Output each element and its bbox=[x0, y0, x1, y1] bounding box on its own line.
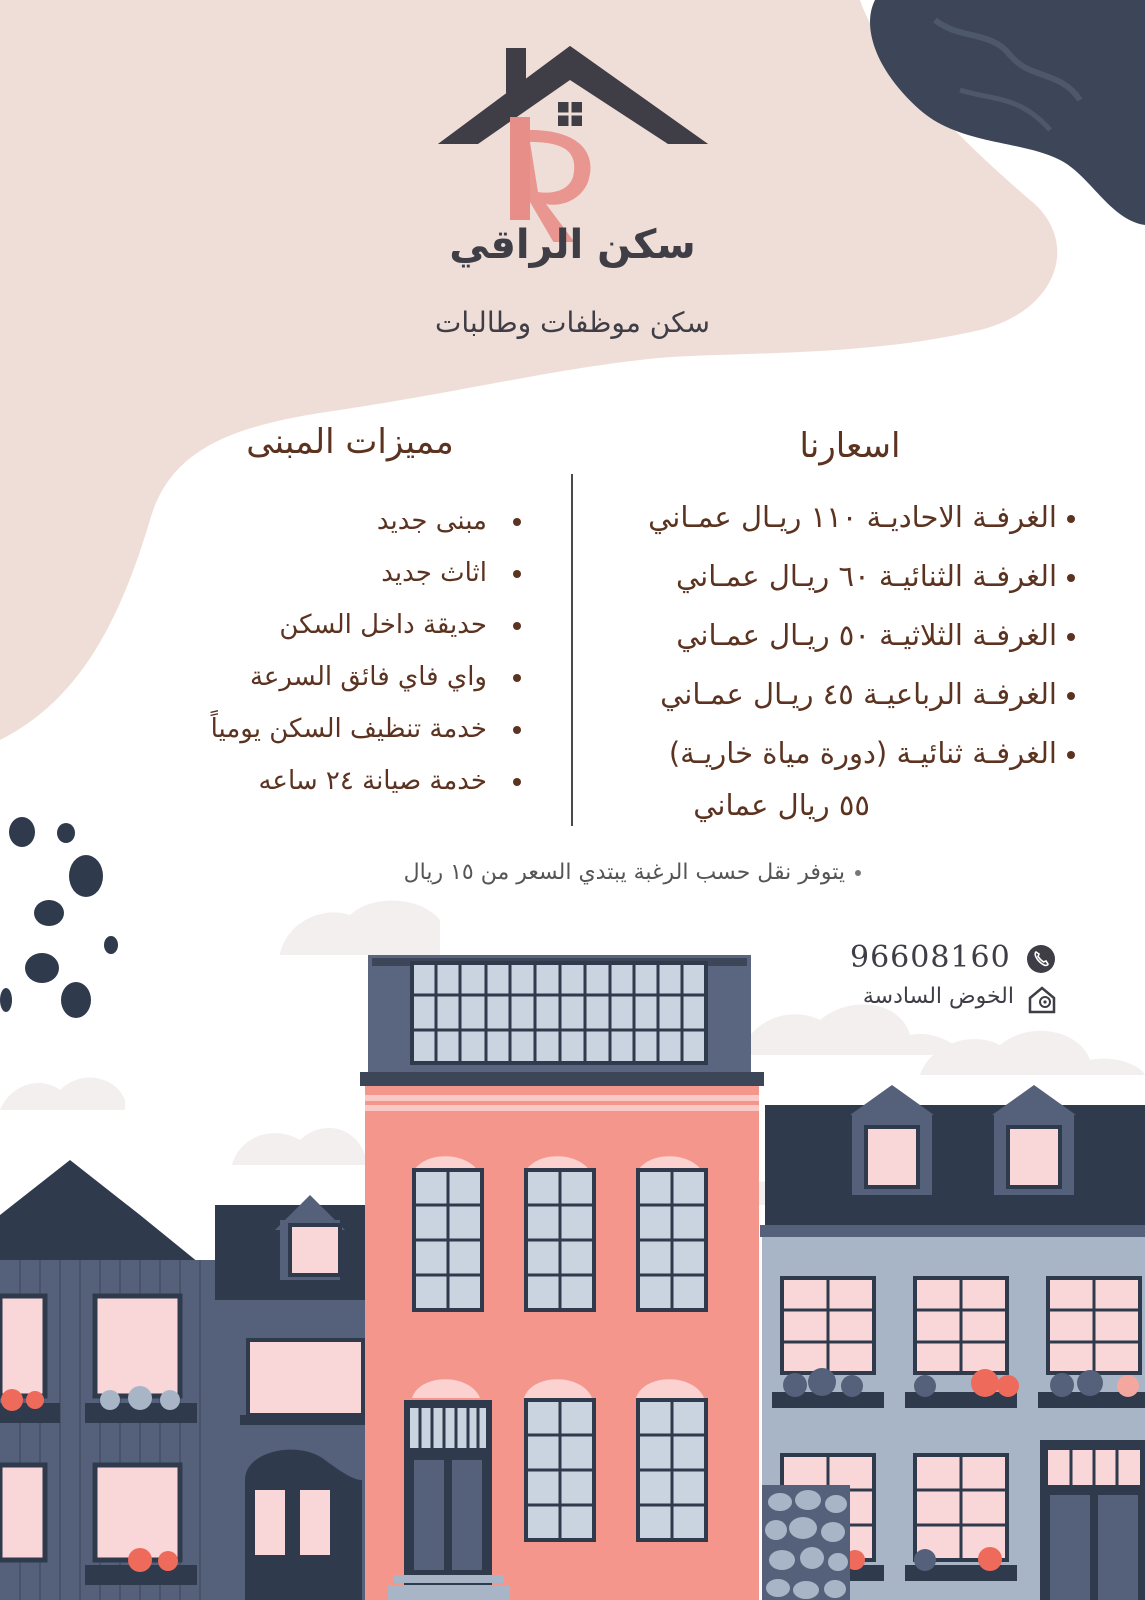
brand-name: سكن الراقي bbox=[449, 222, 696, 268]
left-house bbox=[0, 1160, 365, 1600]
center-pink-house bbox=[360, 955, 764, 1600]
price-item: الغرفـة الاحاديـة ١١٠ ريـال عمـاني bbox=[555, 488, 1075, 547]
feature-item: حديقة داخل السكن bbox=[101, 599, 521, 651]
location-text: الخوض السادسة bbox=[862, 984, 1014, 1009]
feature-item: خدمة تنظيف السكن يومياً bbox=[101, 703, 521, 755]
location-icon bbox=[1026, 984, 1058, 1016]
price-item: الغرفـة الثلاثيـة ٥٠ ريـال عمـاني bbox=[555, 606, 1075, 665]
phone-icon bbox=[1026, 944, 1056, 974]
transport-note: يتوفر نقل حسب الرغبة يبتدي السعر من ١٥ ريال bbox=[404, 860, 861, 885]
prices-title: اسعارنا bbox=[799, 426, 901, 466]
brand-tagline: سكن موظفات وطالبات bbox=[434, 306, 711, 339]
features-title: مميزات المبنى bbox=[246, 422, 454, 462]
price-item-continuation: ٥٥ ريال عماني bbox=[693, 788, 870, 822]
feature-item: اثاث جديد bbox=[101, 547, 521, 599]
phone-number[interactable]: 96608160 bbox=[850, 940, 1011, 975]
prices-list bbox=[555, 488, 1075, 822]
feature-item: مبنى جديد bbox=[101, 495, 521, 547]
price-item: الغرفـة ثنائيـة (دورة مياة خاريـة) bbox=[555, 724, 1075, 783]
price-item: الغرفـة الرباعيـة ٤٥ ريـال عمـاني bbox=[555, 665, 1075, 724]
right-house bbox=[760, 1085, 1145, 1600]
column-divider bbox=[571, 474, 573, 826]
price-item: الغرفـة الثنائيـة ٦٠ ريـال عمـاني bbox=[555, 547, 1075, 606]
features-list bbox=[101, 495, 521, 807]
feature-item: واي فاي فائق السرعة bbox=[101, 651, 521, 703]
logo-house-icon bbox=[438, 42, 708, 242]
feature-item: خدمة صيانة ٢٤ ساعه bbox=[101, 755, 521, 807]
decorative-dots bbox=[0, 817, 118, 1018]
